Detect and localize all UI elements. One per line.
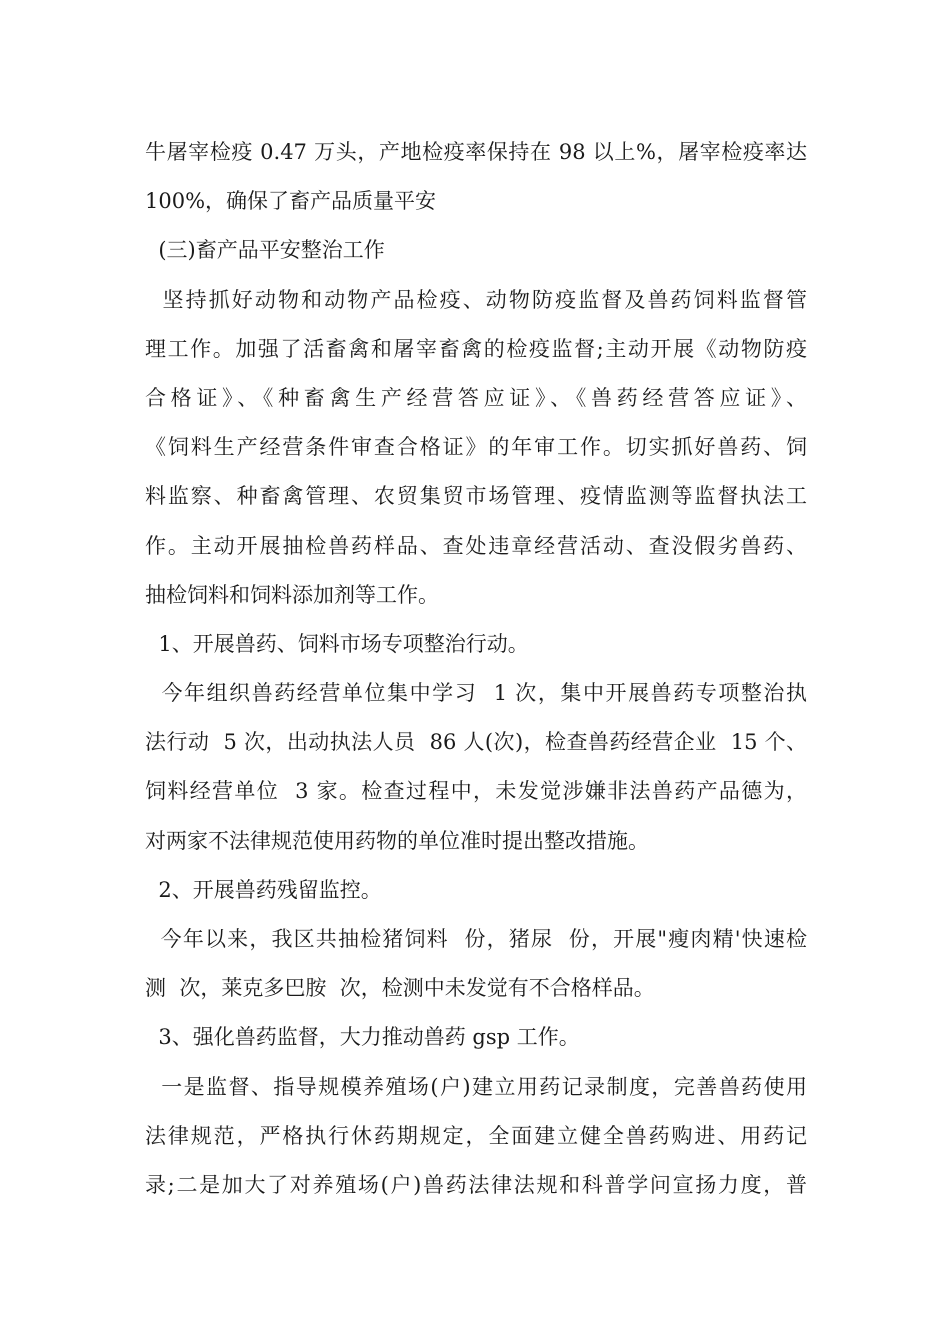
section-heading: (三)畜产品平安整治工作	[145, 238, 385, 263]
text-line: 《饲料生产经营条件审查合格证》的年审工作。切实抓好兽药、饲	[145, 435, 807, 460]
text-line: 坚持抓好动物和动物产品检疫、动物防疫监督及兽药饲料监督管	[145, 287, 807, 312]
text-line: 今年以来，我区共抽检猪饲料 份，猪尿 份，开展"瘦肉精'快速检	[145, 927, 807, 951]
body-text	[145, 128, 807, 1210]
text-line: 饲料经营单位 3 家。检查过程中，未发觉涉嫌非法兽药产品德为，	[145, 779, 807, 804]
text-line: 法律规范，严格执行休药期规定，全面建立健全兽药购进、用药记	[145, 1123, 807, 1148]
subsection-heading: 3、强化兽药监督，大力推动兽药 gsp 工作。	[145, 1025, 580, 1050]
text-line: 录;二是加大了对养殖场(户)兽药法律法规和科普学问宣扬力度，普	[145, 1172, 807, 1197]
text-line: 合格证》、《种畜禽生产经营答应证》、《兽药经营答应证》、	[145, 385, 807, 410]
text-line: 对两家不法律规范使用药物的单位准时提出整改措施。	[145, 828, 649, 853]
text-line: 今年组织兽药经营单位集中学习 1 次，集中开展兽药专项整治执	[145, 681, 807, 706]
text-line: 理工作。加强了活畜禽和屠宰畜禽的检疫监督;主动开展《动物防疫	[145, 336, 807, 361]
text-line: 100%，确保了畜产品质量平安	[145, 189, 437, 214]
text-line: 牛屠宰检疫 0.47 万头，产地检疫率保持在 98 以上%，屠宰检疫率达	[145, 140, 807, 164]
text-line: 料监察、种畜禽管理、农贸集贸市场管理、疫情监测等监督执法工	[145, 484, 807, 509]
subsection-heading: 2、开展兽药残留监控。	[145, 877, 382, 902]
text-line: 测 次，莱克多巴胺 次，检测中未发觉有不合格样品。	[145, 976, 655, 1001]
text-line: 作。主动开展抽检兽药样品、查处违章经营活动、查没假劣兽药、	[145, 533, 807, 558]
text-line: 法行动 5 次，出动执法人员 86 人(次)，检查兽药经营企业 15 个、	[145, 730, 807, 755]
text-line: 一是监督、指导规模养殖场(户)建立用药记录制度，完善兽药使用	[145, 1074, 807, 1099]
subsection-heading: 1、开展兽药、饲料市场专项整治行动。	[145, 631, 529, 656]
text-line: 抽检饲料和饲料添加剂等工作。	[145, 582, 439, 607]
